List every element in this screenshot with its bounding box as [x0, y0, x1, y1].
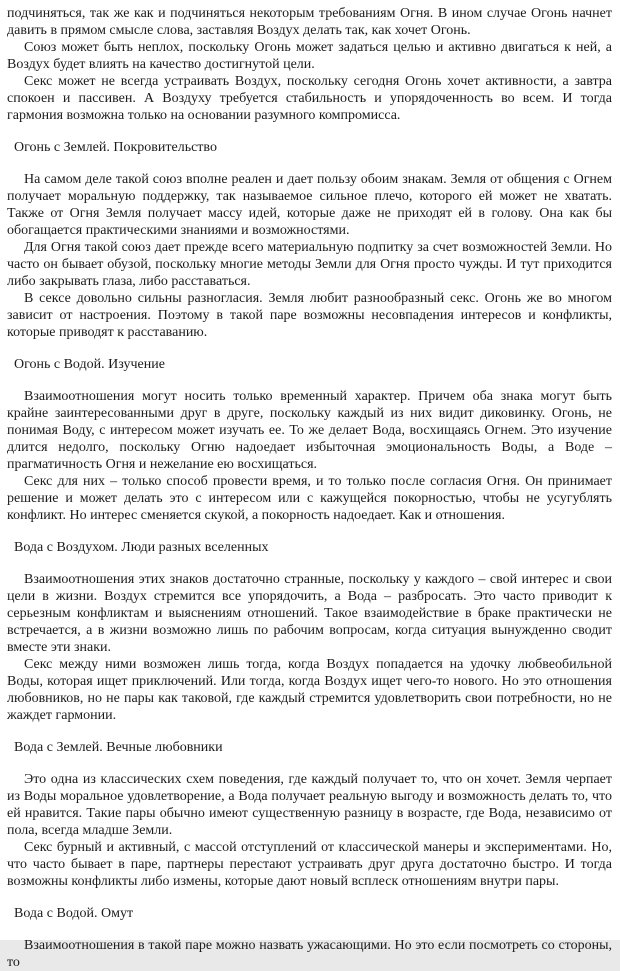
paragraph: Это одна из классических схем поведения, где каждый получает то, что он хочет. Земля черпает из Воды моральное удовлетворение, а Вода получает реальную выгоду и возможность делать то, что ей нравится. Такие пары обычно имеют существенную разницу в возрасте, где Вода, независимо от пола, всегда младше Земли.	[7, 772, 612, 838]
paragraph: Взаимоотношения этих знаков достаточно странные, поскольку у каждого – свой интерес и свои цели в жизни. Воздух стремится все упорядочить, а Вода – разбросать. Это часто приводит к серьезным конфликтам и выяснениям отношений. Такое взаимодействие в браке практически не встречается, а в жизни возможно лишь по рабочим вопросам, когда ситуация вынужденно сводит вместе эти знаки.	[7, 572, 612, 655]
section-heading-water-air: Вода с Воздухом. Люди разных вселенных	[14, 540, 269, 555]
section-heading-fire-earth: Огонь с Землей. Покровительство	[14, 140, 217, 155]
paragraph: Для Огня такой союз дает прежде всего материальную подпитку за счет возможностей Земли. Но часто он бывает обузой, поскольку многие методы Земли для Огня просто чужды. И тут приходится либо закрывать глаза, либо расставаться.	[7, 240, 612, 289]
section-heading-fire-water: Огонь с Водой. Изучение	[14, 357, 165, 372]
section-heading-water-earth: Вода с Землей. Вечные любовники	[14, 740, 223, 755]
paragraph: Секс может не всегда устраивать Воздух, поскольку сегодня Огонь хочет активности, а завтра спокоен и пассивен. А Воздуху требуется стабильность и упорядоченность во всем. И тогда гармония возможна только на основании разумного компромисса.	[7, 74, 612, 123]
paragraph: Секс для них – только способ провести время, и то только после согласия Огня. Он принимает решение и может делать это с интересом или с кажущейся покорностью, чтобы не усугублять конфликт. Но интерес сменяется скукой, а покорность надоедает. Как и отношения.	[7, 474, 612, 523]
paragraph: Секс бурный и активный, с массой отступлений от классической манеры и экспериментами. Но, что часто бывает в паре, партнеры перестают устраивать друг друга достаточно быстро. И тогда возможны конфликты либо измены, которые дают новый всплеск отношениям внутри пары.	[7, 840, 612, 889]
paragraph: Секс между ними возможен лишь тогда, когда Воздух попадается на удочку любвеобильной Воды, которая ищет приключений. Или тогда, когда Воздух ищет чего-то нового. Но это отношения любовников, но не пары как таковой, где каждый стремится удовлетворить свои потребности, но не жаждет гармонии.	[7, 657, 612, 723]
paragraph: Взаимоотношения в такой паре можно назвать ужасающими. Но это если посмотреть со стороны, то	[7, 938, 612, 970]
paragraph: На самом деле такой союз вполне реален и дает пользу обоим знакам. Земля от общения с Огнем получает моральную поддержку, так называемое сильное плечо, которого ей может не хватать. Также от Огня Земля получает массу идей, которые даже не приходят ей в голову. Она как бы обогащается практическими знаниями и возможностями.	[7, 172, 612, 238]
paragraph: Союз может быть неплох, поскольку Огонь может задаться целью и активно двигаться к ней, а Воздух будет влиять на качество достигнутой цели.	[7, 40, 612, 72]
paragraph: Взаимоотношения могут носить только временный характер. Причем оба знака могут быть крайне заинтересованными друг в друге, поскольку каждый из них видит диковинку. Огонь, не понимая Воду, с интересом может изучать ее. То же делает Вода, восхищаясь Огнем. Это изучение длится недолго, поскольку Огню надоедает избыточная эмоциональность Воды, а Воде – прагматичность Огня и нежелание ею восхищаться.	[7, 389, 612, 472]
section-heading-water-water: Вода с Водой. Омут	[14, 906, 134, 921]
paragraph: В сексе довольно сильны разногласия. Земля любит разнообразный секс. Огонь же во многом зависит от настроения. Поэтому в такой паре возможны несовпадения интересов и конфликты, которые приводят к расставанию.	[7, 291, 612, 340]
paragraph: подчиняться, так же как и подчиняться некоторым требованиям Огня. В ином случае Огонь начнет давить в прямом смысле слова, заставляя Воздух делать так, как хочет Огонь.	[7, 6, 612, 38]
